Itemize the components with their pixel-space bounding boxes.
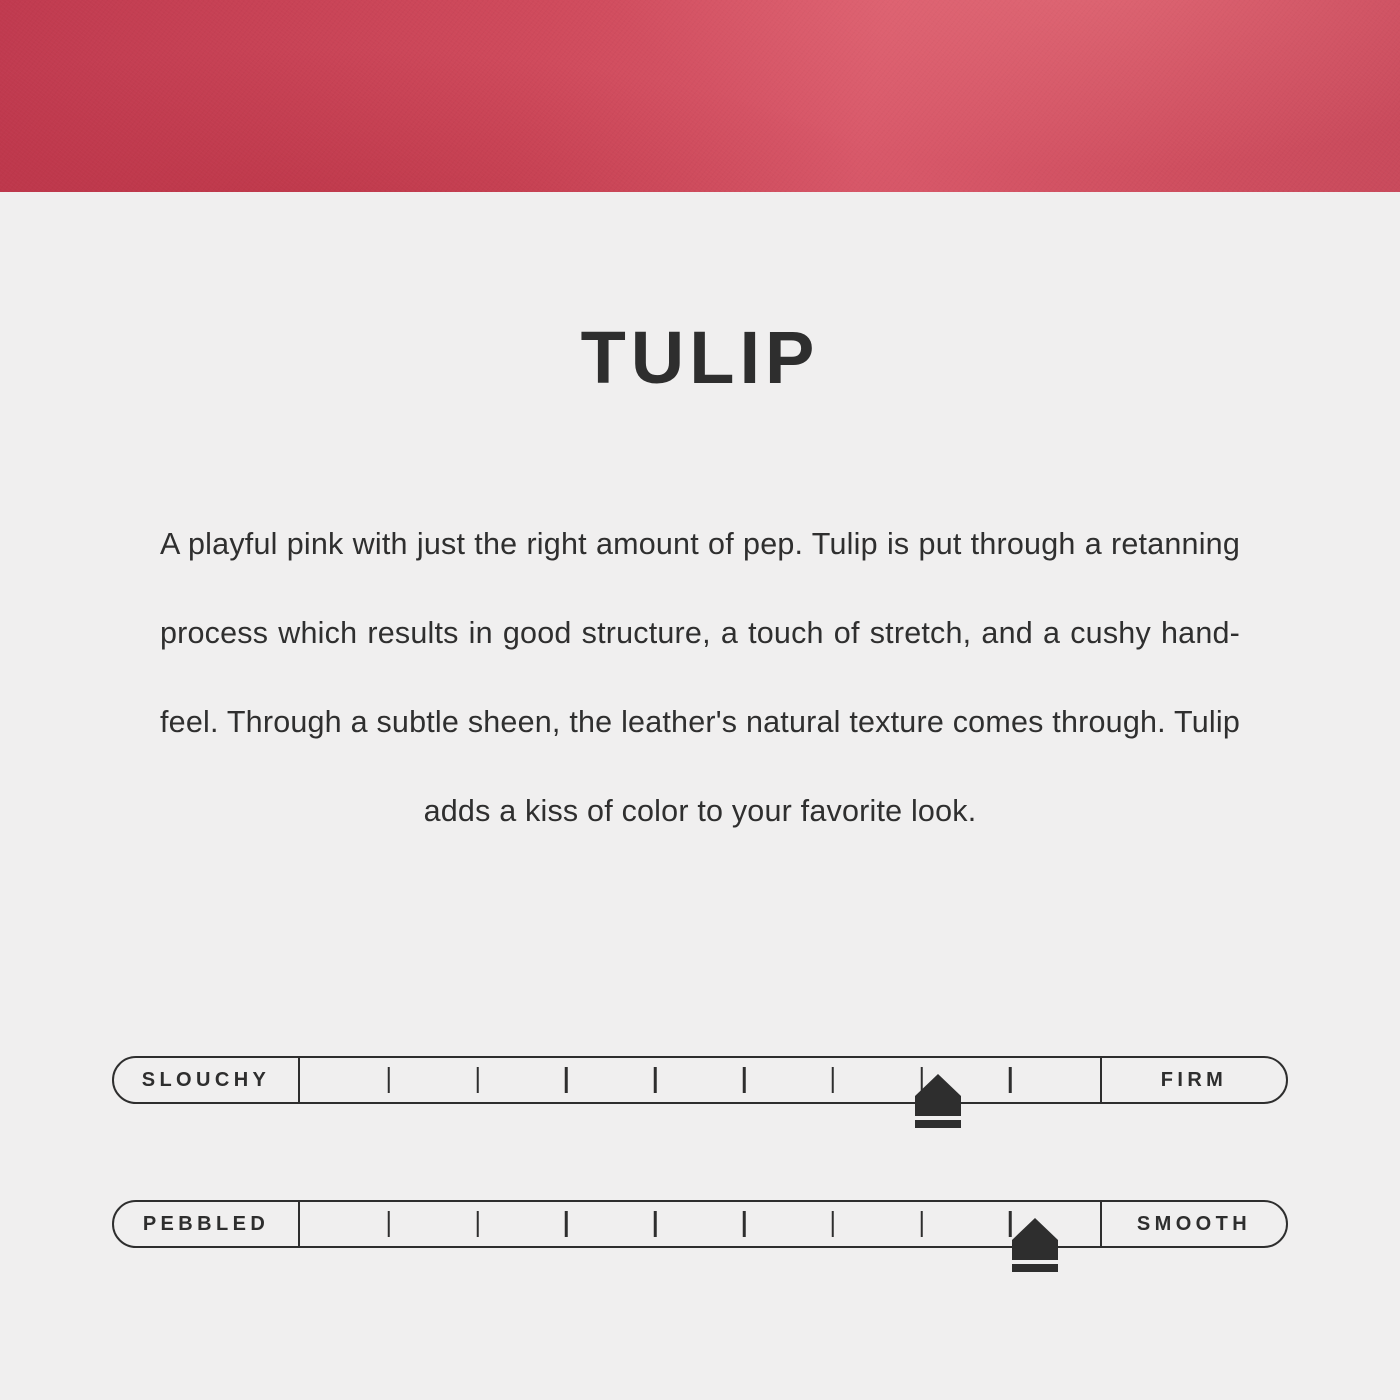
slider-track-structure[interactable]: [112, 1056, 1288, 1104]
marker-body: [915, 1096, 961, 1116]
leather-grain-texture: [0, 0, 1400, 192]
slider-tick: [743, 1211, 746, 1237]
slider-tick: [476, 1067, 479, 1093]
slider-marker-texture[interactable]: [1012, 1218, 1058, 1272]
slider-tick: [654, 1067, 657, 1093]
marker-foot: [1012, 1264, 1058, 1272]
slider-tick: [388, 1067, 391, 1093]
color-description: A playful pink with just the right amount of pep. Tulip is put through a retanning process which results in good structure, a touch of stretch, and a cushy hand-feel. Through a subtle sheen, the leather's natural texture comes through. Tulip adds a kiss of color to your favorite look.: [160, 527, 1240, 828]
page-title: TULIP: [580, 316, 820, 399]
slider-tick: [565, 1067, 568, 1093]
slider-tick: [388, 1211, 391, 1237]
marker-arrow-icon: [915, 1074, 961, 1096]
slider-right-label-smooth: SMOOTH: [1100, 1202, 1286, 1246]
marker-arrow-icon: [1012, 1218, 1058, 1240]
slider-scale-texture[interactable]: [300, 1202, 1100, 1246]
slider-tick: [832, 1211, 835, 1237]
slider-scale-structure[interactable]: [300, 1058, 1100, 1102]
slider-tick: [654, 1211, 657, 1237]
slider-track-texture[interactable]: [112, 1200, 1288, 1248]
attribute-sliders: [112, 1056, 1288, 1344]
marker-foot: [915, 1120, 961, 1128]
slider-texture[interactable]: [112, 1200, 1288, 1250]
marker-body: [1012, 1240, 1058, 1260]
slider-left-label-slouchy: SLOUCHY: [114, 1058, 300, 1102]
slider-tick: [1009, 1067, 1012, 1093]
slider-tick: [920, 1211, 923, 1237]
slider-tick: [476, 1211, 479, 1237]
slider-right-label-firm: FIRM: [1100, 1058, 1286, 1102]
slider-tick: [832, 1067, 835, 1093]
color-swatch-band: [0, 0, 1400, 192]
slider-tick: [743, 1067, 746, 1093]
slider-structure[interactable]: [112, 1056, 1288, 1106]
slider-tick: [565, 1211, 568, 1237]
slider-left-label-pebbled: PEBBLED: [114, 1202, 300, 1246]
slider-marker-structure[interactable]: [915, 1074, 961, 1128]
